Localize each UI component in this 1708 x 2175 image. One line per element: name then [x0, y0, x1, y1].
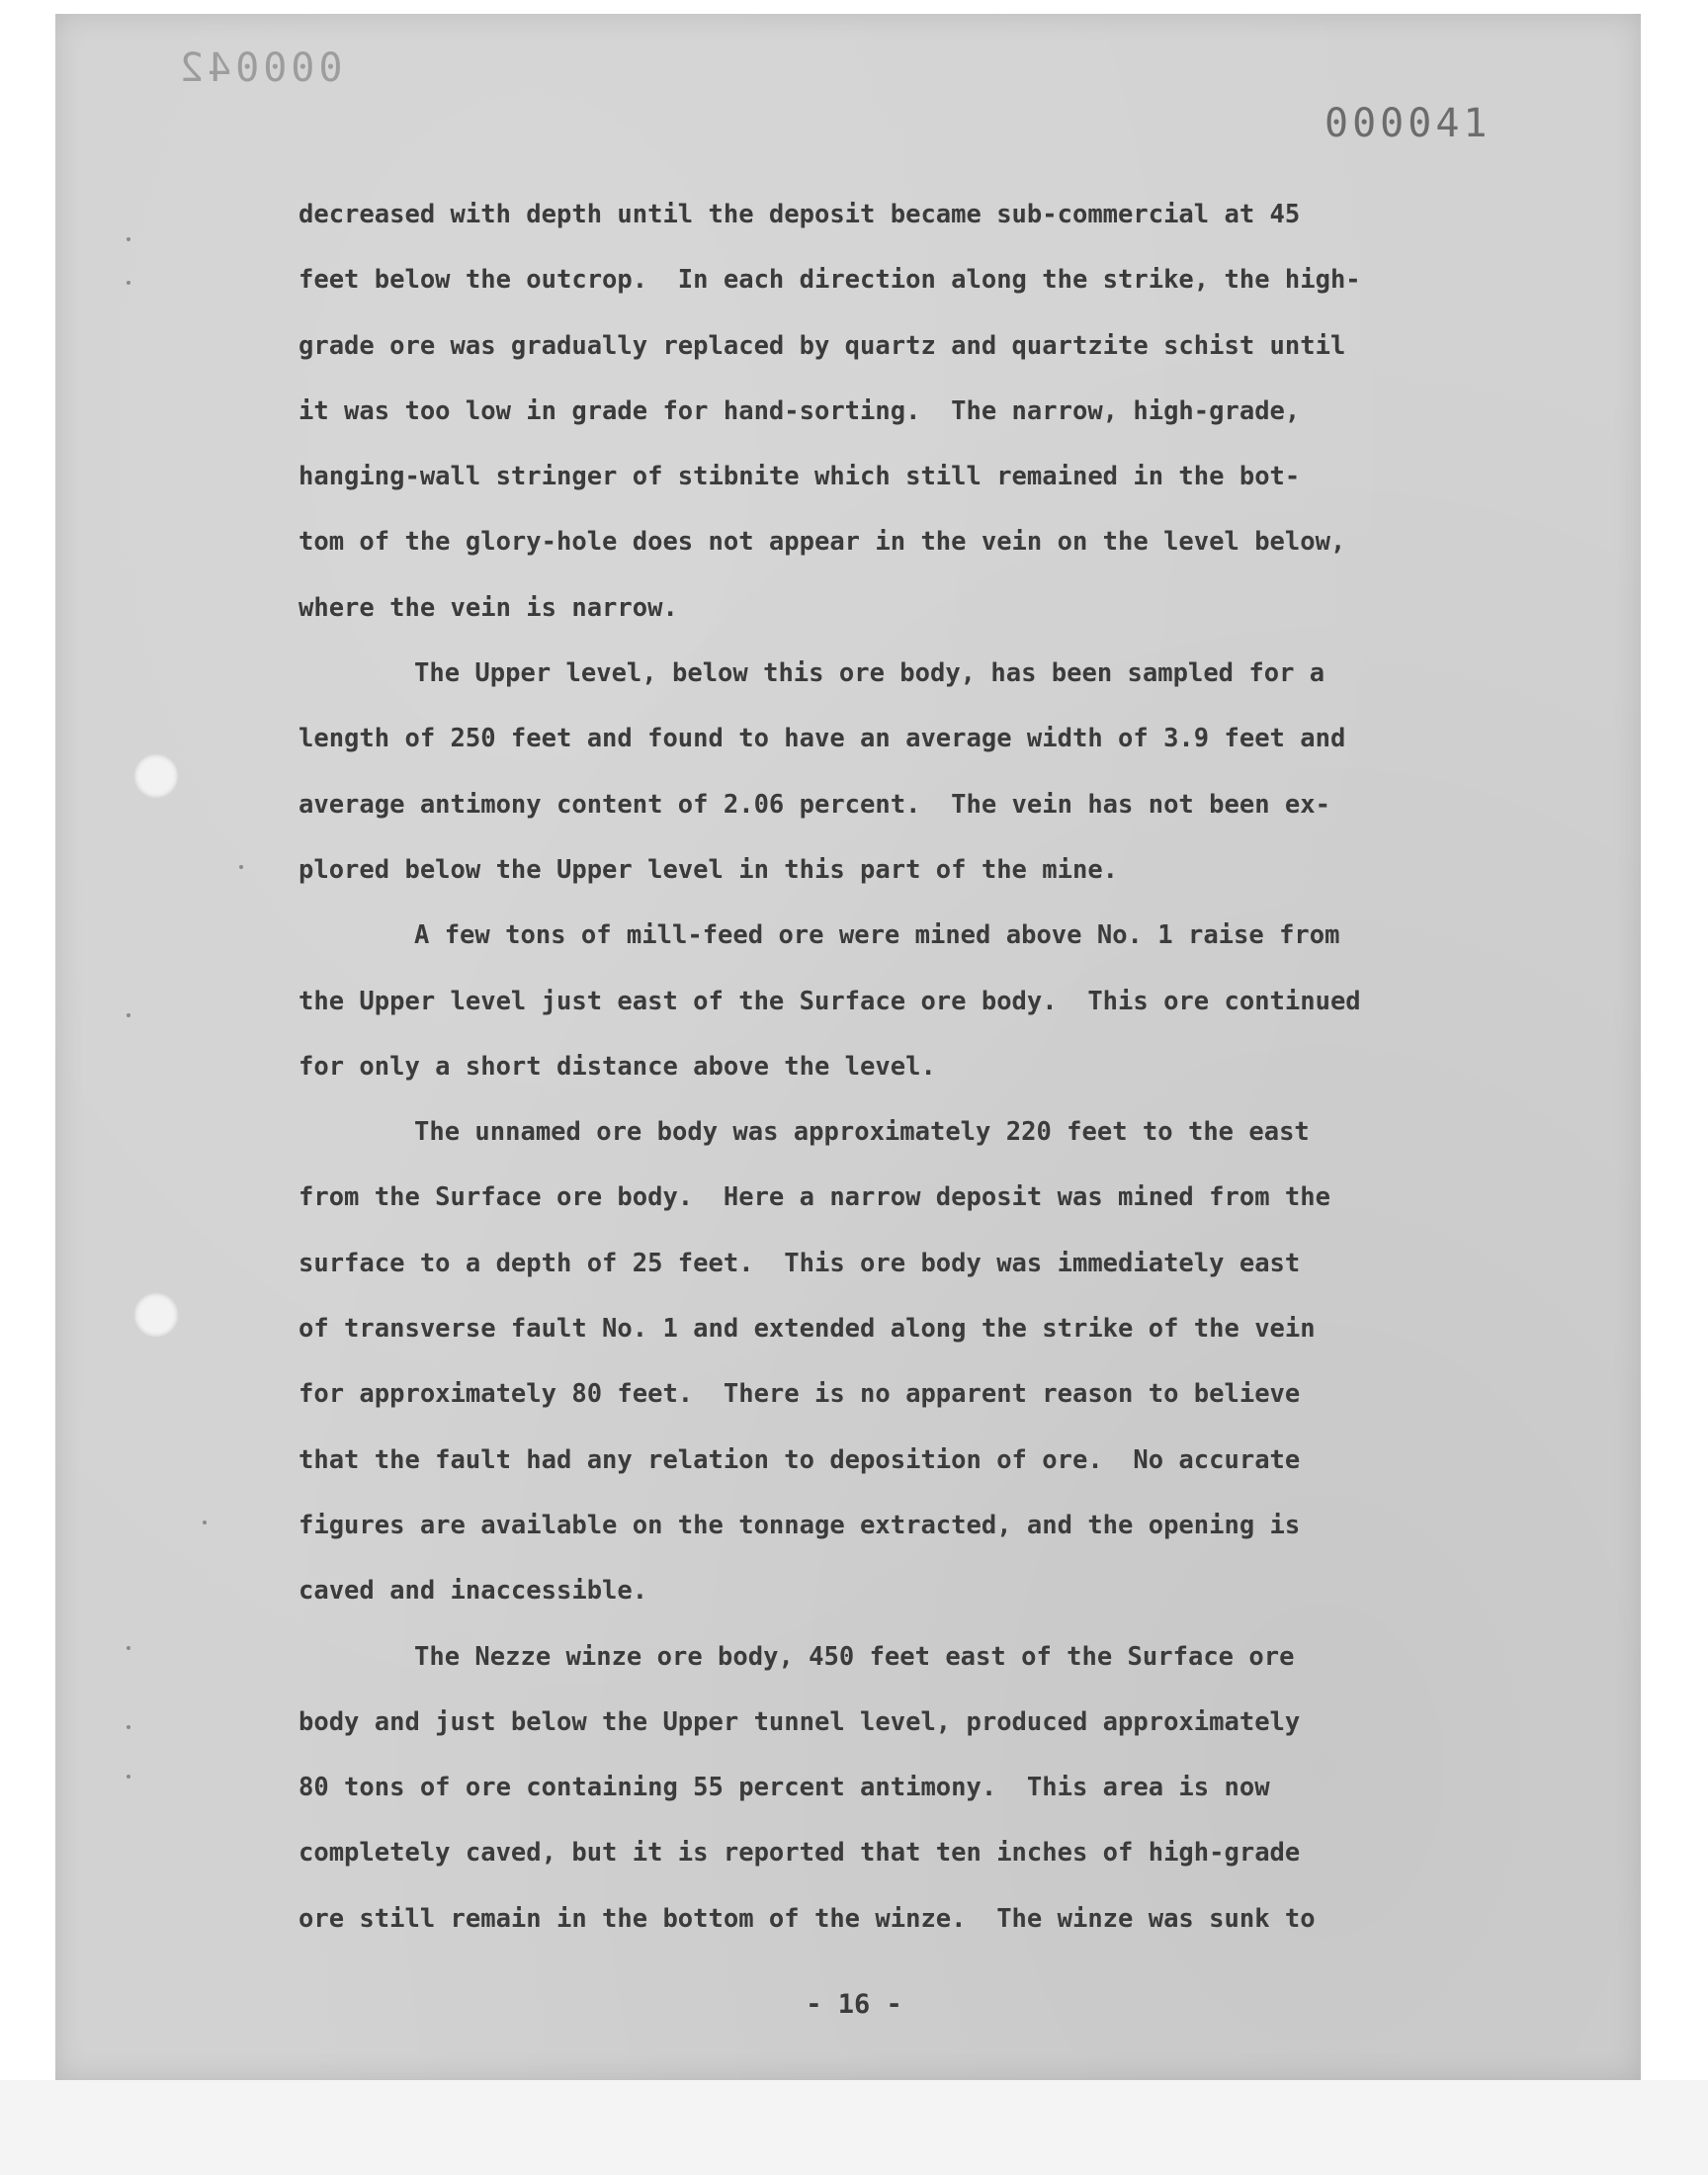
text-line: it was too low in grade for hand-sorting. The narrow, high-grade,	[299, 395, 1301, 426]
document-body-text	[299, 190, 1465, 1959]
scan-bottom-margin	[0, 2080, 1708, 2175]
punch-hole-upper	[133, 753, 179, 799]
text-line: of transverse fault No. 1 and extended along the strike of the vein	[299, 1314, 1316, 1345]
document-stamp-number: 000041	[1324, 101, 1492, 146]
text-line: The Upper level, below this ore body, has been sampled for a	[414, 658, 1325, 689]
text-line: from the Surface ore body. Here a narrow deposit was mined from the	[299, 1182, 1330, 1213]
text-line: the Upper level just east of the Surface ore body. This ore continued	[299, 986, 1361, 1016]
text-line: hanging-wall stringer of stibnite which still remained in the bot-	[299, 462, 1301, 492]
text-line: that the fault had any relation to deposition of ore. No accurate	[299, 1444, 1301, 1475]
text-line: surface to a depth of 25 feet. This ore body was immediately east	[299, 1248, 1301, 1278]
paper-speck	[203, 1521, 207, 1524]
page-number: - 16 -	[806, 1989, 902, 2020]
text-line: feet below the outcrop. In each direction along the strike, the high-	[299, 265, 1361, 296]
paper-speck	[127, 1775, 130, 1779]
text-line: for approximately 80 feet. There is no apparent reason to believe	[299, 1379, 1301, 1410]
text-line: average antimony content of 2.06 percent. The vein has not been ex-	[299, 789, 1330, 820]
text-line: for only a short distance above the level.	[299, 1051, 936, 1082]
text-line: plored below the Upper level in this part of the mine.	[299, 854, 1119, 885]
text-line: A few tons of mill-feed ore were mined above No. 1 raise from	[414, 920, 1340, 951]
paper-speck	[127, 1013, 130, 1017]
text-line: The Nezze winze ore body, 450 feet east of the Surface ore	[414, 1641, 1295, 1672]
text-line: length of 250 feet and found to have an average width of 3.9 feet and	[299, 724, 1346, 754]
text-line: where the vein is narrow.	[299, 592, 678, 623]
text-line: decreased with depth until the deposit became sub-commercial at 45	[299, 200, 1301, 229]
text-line: grade ore was gradually replaced by quartz and quartzite schist until	[299, 330, 1346, 361]
text-line: The unnamed ore body was approximately 220 feet to the east	[414, 1117, 1310, 1148]
text-line: 80 tons of ore containing 55 percent antimony. This area is now	[299, 1773, 1270, 1803]
mirrored-stamp-number: 000042	[176, 45, 343, 91]
paper-speck	[127, 1725, 130, 1729]
text-line: body and just below the Upper tunnel level, produced approximately	[299, 1706, 1301, 1737]
paper-speck	[127, 237, 130, 241]
text-line: tom of the glory-hole does not appear in the vein on the level below,	[299, 527, 1346, 558]
text-line: completely caved, but it is reported that ten inches of high-grade	[299, 1838, 1301, 1869]
paper-speck	[127, 281, 130, 285]
text-line: figures are available on the tonnage extracted, and the opening is	[299, 1510, 1301, 1540]
text-line: caved and inaccessible.	[299, 1576, 648, 1607]
paper-speck	[127, 1646, 130, 1650]
punch-hole-lower	[133, 1292, 179, 1338]
text-line: ore still remain in the bottom of the winze. The winze was sunk to	[299, 1903, 1316, 1934]
paper-speck	[239, 865, 243, 869]
